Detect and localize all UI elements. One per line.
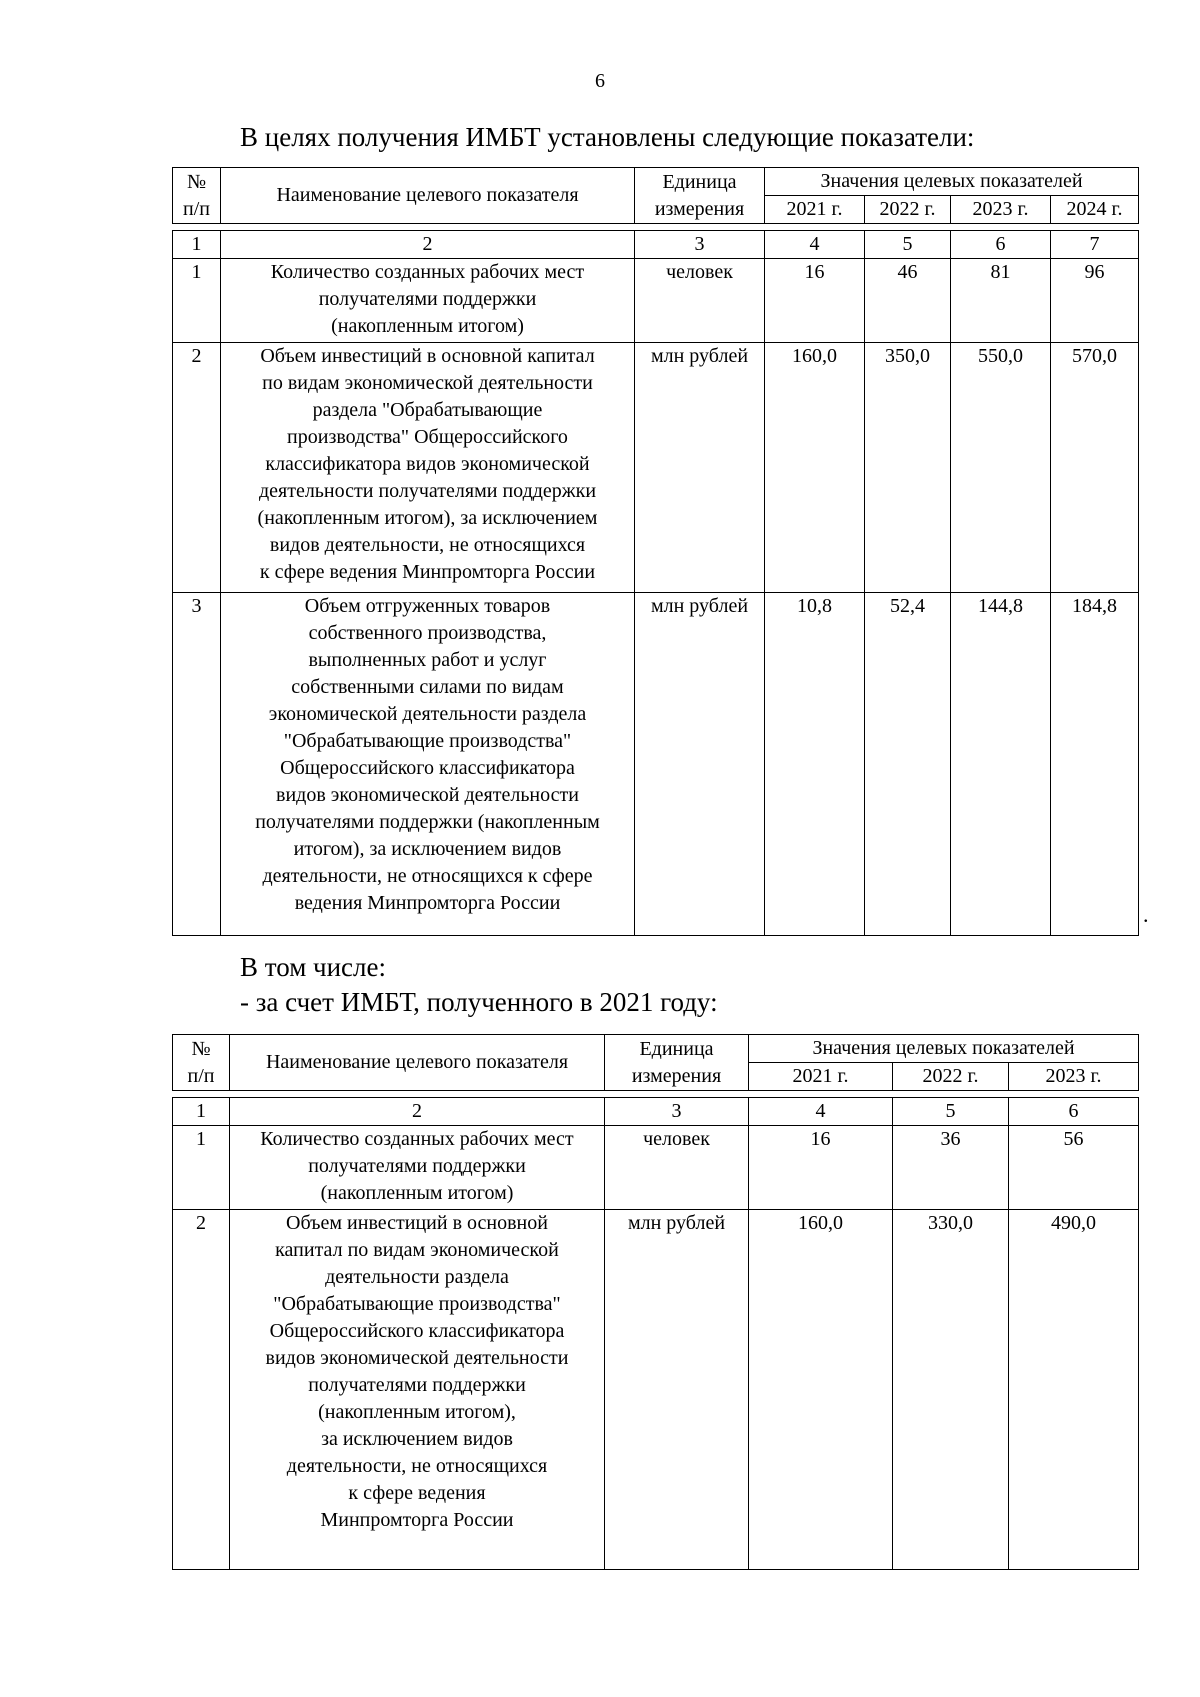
indicator-name-line: раздела "Обрабатывающие — [312, 399, 543, 421]
indicator-name — [230, 1210, 605, 1570]
value-cell: 184,8 — [1051, 593, 1139, 936]
indicator-name-line: к сфере ведения Минпромторга России — [259, 561, 596, 583]
row-number: 2 — [173, 343, 221, 593]
value-cell: 350,0 — [865, 343, 951, 593]
header-gap — [173, 224, 1139, 231]
header-year: 2022 г. — [865, 196, 951, 224]
indicator-name-line: получателями поддержки — [318, 288, 537, 310]
value-cell: 96 — [1051, 259, 1139, 343]
indicator-name-line: Общероссийского классификатора — [269, 1320, 565, 1342]
indicators-table-2021 — [172, 1034, 1139, 1570]
table-row — [173, 343, 1139, 593]
value-cell: 10,8 — [765, 593, 865, 936]
indicator-name-line: Минпромторга России — [320, 1509, 514, 1531]
indicator-name-line: видов экономической деятельности — [276, 784, 579, 806]
indicator-name-line: за исключением видов — [321, 1428, 513, 1450]
header-unit-cell — [635, 168, 765, 224]
indicator-name-line: деятельности раздела — [325, 1266, 509, 1288]
header-name-cell: Наименование целевого показателя — [230, 1035, 605, 1091]
indicator-name-line: итогом), за исключением видов — [293, 838, 562, 860]
header-name-cell: Наименование целевого показателя — [221, 168, 635, 224]
header-year: 2024 г. — [1051, 196, 1139, 224]
header-unit-line1: Единица — [639, 1037, 714, 1060]
indicator-name-line: видов экономической деятельности — [265, 1347, 569, 1369]
header-unit-line1: Единица — [662, 170, 737, 193]
column-number: 6 — [1009, 1098, 1139, 1126]
indicator-name-line: Объем инвестиций в основной капитал — [260, 345, 595, 367]
header-unit-line2: измерения — [631, 1064, 722, 1087]
column-number: 7 — [1051, 231, 1139, 259]
indicator-name-line: капитал по видам экономической — [275, 1239, 559, 1261]
indicator-name-line: производства" Общероссийского — [287, 426, 568, 448]
indicator-name-line: Количество созданных рабочих мест — [270, 261, 585, 283]
indicator-name-line: (накопленным итогом), за исключением — [257, 507, 598, 529]
header-num-symbol: № — [191, 1037, 211, 1060]
indicator-name-line: "Обрабатывающие производства" — [283, 730, 572, 752]
indicator-name-line: "Обрабатывающие производства" — [273, 1293, 561, 1315]
column-number: 1 — [173, 231, 221, 259]
trailing-period: . — [1143, 902, 1149, 927]
value-cell: 160,0 — [749, 1210, 893, 1570]
header-values-cell: Значения целевых показателей — [765, 168, 1139, 196]
indicator-name-line: получателями поддержки — [308, 1374, 526, 1396]
value-cell: 490,0 — [1009, 1210, 1139, 1570]
indicator-name-line: видов деятельности, не относящихся — [269, 534, 586, 556]
row-number: 3 — [173, 593, 221, 936]
subsection-heading: В том числе: — [240, 952, 386, 982]
table-row — [173, 259, 1139, 343]
unit-cell: млн рублей — [635, 343, 765, 593]
value-cell: 144,8 — [951, 593, 1051, 936]
header-year: 2023 г. — [951, 196, 1051, 224]
row-number: 1 — [173, 1126, 230, 1210]
header-year: 2022 г. — [893, 1063, 1009, 1091]
header-gap — [173, 1091, 1139, 1098]
value-cell: 160,0 — [765, 343, 865, 593]
indicator-name — [230, 1126, 605, 1210]
indicator-name-line: Объем отгруженных товаров — [304, 595, 551, 617]
indicators-table-main — [172, 167, 1139, 936]
indicator-name-line: получателями поддержки — [308, 1155, 526, 1177]
indicator-name-line: получателями поддержки (накопленным — [255, 811, 600, 833]
indicator-name-line: по видам экономической деятельности — [262, 372, 593, 394]
row-number: 2 — [173, 1210, 230, 1570]
indicator-name-line: собственными силами по видам — [291, 676, 564, 698]
indicator-name-line: деятельности, не относящихся к сфере — [262, 865, 593, 887]
intro-text: В целях получения ИМБТ установлены следующие показатели: — [240, 122, 975, 152]
header-num-cell — [173, 1035, 230, 1091]
unit-cell: человек — [605, 1126, 749, 1210]
header-values-cell: Значения целевых показателей — [749, 1035, 1139, 1063]
indicator-name — [221, 259, 635, 343]
column-number: 2 — [230, 1098, 605, 1126]
indicator-name-line: классификатора видов экономической — [265, 453, 590, 475]
unit-cell: млн рублей — [605, 1210, 749, 1570]
value-cell: 550,0 — [951, 343, 1051, 593]
value-cell: 330,0 — [893, 1210, 1009, 1570]
column-number: 3 — [605, 1098, 749, 1126]
column-number: 2 — [221, 231, 635, 259]
header-num-abbrev: п/п — [187, 1064, 215, 1087]
indicator-name-line: к сфере ведения — [348, 1482, 486, 1504]
value-cell: 46 — [865, 259, 951, 343]
indicator-name-line: деятельности, не относящихся — [286, 1455, 548, 1477]
page-number: 6 — [595, 70, 605, 92]
column-number: 4 — [749, 1098, 893, 1126]
indicator-name-line: деятельности получателями поддержки — [258, 480, 597, 502]
column-number: 1 — [173, 1098, 230, 1126]
table-row — [173, 1126, 1139, 1210]
indicator-name-line: Количество созданных рабочих мест — [260, 1128, 574, 1150]
indicator-name-line: (накопленным итогом) — [331, 315, 524, 337]
column-number: 6 — [951, 231, 1051, 259]
header-unit-cell — [605, 1035, 749, 1091]
header-year: 2021 г. — [765, 196, 865, 224]
unit-cell: человек — [635, 259, 765, 343]
column-number: 5 — [893, 1098, 1009, 1126]
header-unit-line2: измерения — [654, 197, 745, 220]
indicator-name — [221, 343, 635, 593]
header-year: 2021 г. — [749, 1063, 893, 1091]
row-number: 1 — [173, 259, 221, 343]
indicator-name-line: выполненных работ и услуг — [308, 649, 547, 671]
header-num-cell — [173, 168, 221, 224]
value-cell: 16 — [749, 1126, 893, 1210]
value-cell: 570,0 — [1051, 343, 1139, 593]
column-number: 3 — [635, 231, 765, 259]
indicator-name-line: собственного производства, — [308, 622, 547, 644]
table-row — [173, 593, 1139, 936]
indicator-name-line: Общероссийского классификатора — [280, 757, 575, 779]
indicator-name — [221, 593, 635, 936]
indicator-name-line: (накопленным итогом), — [318, 1401, 516, 1423]
subsection-item: - за счет ИМБТ, полученного в 2021 году: — [240, 987, 718, 1017]
column-number: 4 — [765, 231, 865, 259]
value-cell: 16 — [765, 259, 865, 343]
indicator-name-line: ведения Минпромторга России — [294, 892, 561, 914]
value-cell: 81 — [951, 259, 1051, 343]
value-cell: 56 — [1009, 1126, 1139, 1210]
indicator-name-line: экономической деятельности раздела — [268, 703, 587, 725]
column-number: 5 — [865, 231, 951, 259]
header-year: 2023 г. — [1009, 1063, 1139, 1091]
header-num-symbol: № — [186, 170, 207, 193]
unit-cell: млн рублей — [635, 593, 765, 936]
indicator-name-line: (накопленным итогом) — [320, 1182, 514, 1204]
value-cell: 36 — [893, 1126, 1009, 1210]
table-row — [173, 1210, 1139, 1570]
header-num-abbrev: п/п — [183, 197, 210, 220]
value-cell: 52,4 — [865, 593, 951, 936]
indicator-name-line: Объем инвестиций в основной — [286, 1212, 548, 1234]
